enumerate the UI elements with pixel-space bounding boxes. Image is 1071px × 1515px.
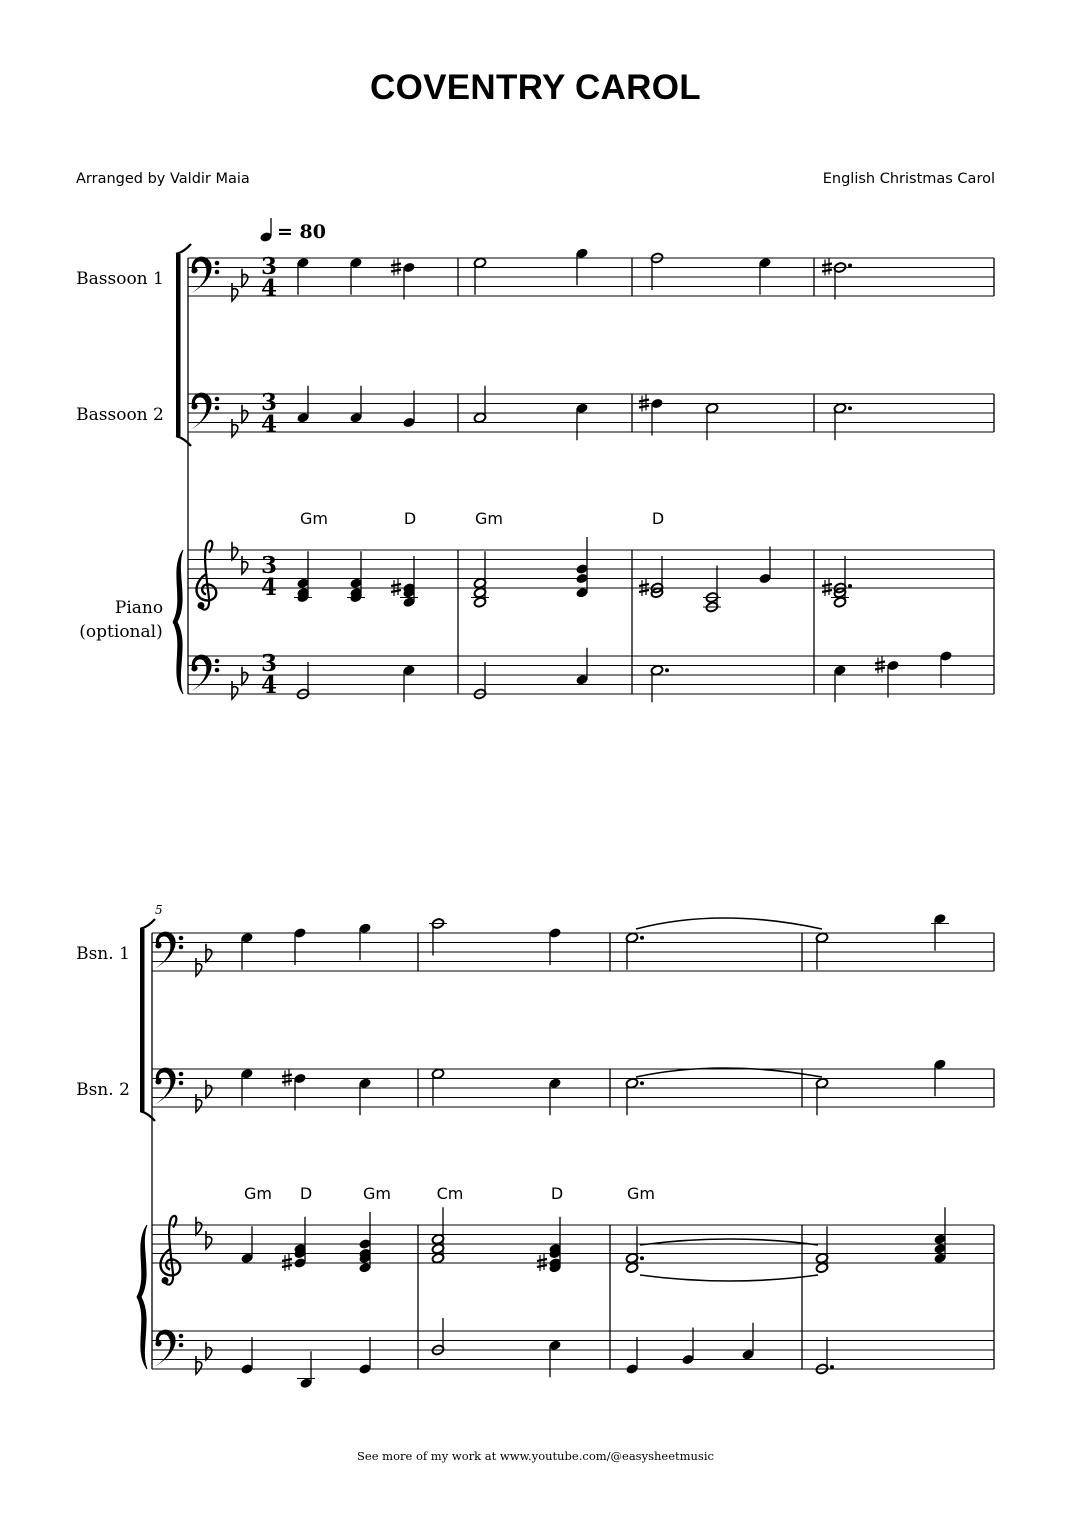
bass-clef-icon [191, 655, 219, 692]
chord-symbol: Cm [436, 1184, 464, 1203]
dot [640, 1256, 644, 1260]
treble-clef-icon [161, 1216, 181, 1285]
flat-icon [232, 419, 238, 437]
piano-brace [173, 550, 183, 694]
footer-link: See more of my work at www.youtube.com/@easysheetmusic [357, 1449, 714, 1463]
svg-text:3: 3 [260, 253, 278, 280]
svg-text:3: 3 [260, 650, 278, 677]
staff-label-bassoon-1: Bassoon 1 [76, 269, 164, 289]
treble-clef-icon [197, 541, 217, 610]
flat-icon [206, 1080, 212, 1098]
staff-label-piano: Piano [114, 598, 164, 618]
chord-symbol: Gm [363, 1184, 391, 1203]
flat-icon [196, 1094, 202, 1112]
dot [665, 668, 669, 672]
tempo-marking: = 80 [277, 221, 326, 243]
bass-clef-icon [155, 932, 183, 969]
flat-icon [242, 405, 248, 423]
flat-icon [206, 1231, 212, 1249]
flat-icon [206, 1342, 212, 1360]
bass-clef-icon [191, 393, 219, 430]
flat-icon [242, 667, 248, 685]
bass-clef-icon [155, 1068, 183, 1105]
dot [640, 936, 644, 940]
dot [848, 584, 852, 588]
composer-credit: English Christmas Carol [822, 171, 995, 187]
flat-icon [196, 1217, 202, 1235]
group-bracket [176, 244, 191, 254]
flat-icon [242, 269, 248, 287]
chord-symbol: Gm [300, 509, 328, 528]
svg-text:3: 3 [260, 389, 278, 416]
chord-symbol: D [651, 509, 665, 528]
dot [848, 406, 852, 410]
flat-icon [232, 681, 238, 699]
dot [830, 1365, 834, 1369]
flat-icon [232, 283, 238, 301]
group-bracket [176, 436, 191, 446]
bass-clef-icon [155, 1330, 183, 1367]
flat-icon [196, 958, 202, 976]
bass-clef-icon [191, 257, 219, 294]
staff-label-bsn-1: Bsn. 1 [76, 944, 130, 964]
group-bracket [176, 254, 181, 436]
svg-text:4: 4 [260, 275, 278, 302]
tie [636, 918, 822, 929]
group-bracket [140, 1111, 155, 1121]
flat-icon [232, 542, 238, 560]
arranger-credit: Arranged by Valdir Maia [76, 171, 250, 187]
staff-label-bassoon-2: Bassoon 2 [76, 405, 164, 425]
svg-text:4: 4 [260, 574, 278, 601]
dot [640, 1081, 644, 1085]
chord-symbol: Gm [627, 1184, 655, 1203]
flat-icon [206, 944, 212, 962]
svg-text:4: 4 [260, 411, 278, 438]
chord-symbol: D [403, 509, 417, 528]
time-signature [261, 253, 277, 699]
chord-symbol: D [550, 1184, 564, 1203]
svg-text:4: 4 [260, 672, 278, 699]
group-bracket [140, 929, 145, 1111]
flat-icon [242, 556, 248, 574]
flat-icon [196, 1356, 202, 1374]
chord-symbol: Gm [244, 1184, 272, 1203]
score-title: COVENTRY CAROL [370, 68, 701, 107]
piano-brace [137, 1225, 147, 1369]
staff-label-bsn-2: Bsn. 2 [76, 1080, 130, 1100]
tie [640, 1275, 818, 1281]
dot [848, 264, 852, 268]
group-bracket [140, 919, 155, 929]
chord-symbol: D [299, 1184, 313, 1203]
measure-number: 5 [155, 903, 163, 917]
svg-text:3: 3 [260, 552, 278, 579]
chord-symbol: Gm [475, 509, 503, 528]
staff-label-piano-optional: (optional) [79, 622, 163, 642]
